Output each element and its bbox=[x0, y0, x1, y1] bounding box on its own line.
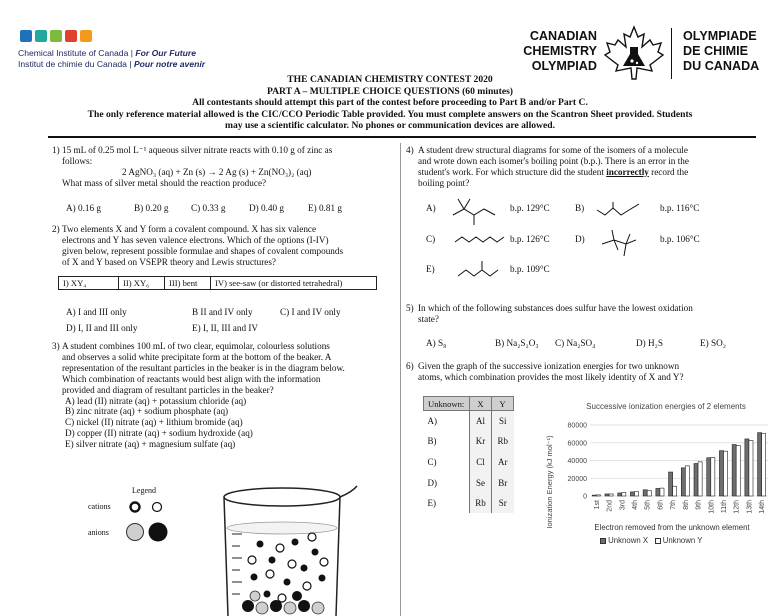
bar-y-13th bbox=[749, 441, 753, 496]
bar-y-3rd bbox=[622, 493, 626, 496]
legend-title: Legend bbox=[132, 486, 156, 495]
option-4c-bp: b.p. 126°C bbox=[510, 234, 550, 244]
formula-options-table bbox=[58, 276, 377, 290]
question-3 bbox=[52, 341, 397, 450]
option-6e-letter: E) bbox=[427, 498, 436, 509]
question-text: state? bbox=[418, 313, 439, 324]
question-number: 1) bbox=[52, 145, 60, 155]
option-3c: C) nickel (II) nitrate (aq) + lithium bromide (aq) bbox=[65, 417, 243, 428]
bar-x-6th bbox=[656, 488, 660, 496]
instructions-line: may use a scientific calculator. No phones or communication devices are allowed. bbox=[225, 120, 555, 131]
table-cell: Br bbox=[492, 472, 514, 493]
x-tick-label: 10th bbox=[708, 500, 716, 514]
logo-tile bbox=[35, 30, 47, 42]
bar-x-13th bbox=[745, 439, 749, 496]
table-cell: Ar bbox=[492, 452, 514, 473]
bar-x-1st bbox=[592, 495, 596, 496]
option-5e: E) SO₂ bbox=[700, 338, 726, 348]
bar-x-7th bbox=[669, 472, 673, 496]
question-text: In which of the following substances does sulfur have the lowest oxidation bbox=[418, 303, 693, 313]
option-5b: B) Na₂S₂O₃ bbox=[495, 338, 539, 348]
question-text: given below, represent possible formulae and shapes of covalent compounds bbox=[62, 245, 344, 256]
chart-legend bbox=[600, 536, 702, 545]
bar-y-10th bbox=[711, 458, 715, 496]
question-6 bbox=[406, 361, 756, 383]
brand-divider bbox=[671, 28, 672, 79]
question-number: 5) bbox=[406, 303, 414, 313]
bar-y-7th bbox=[673, 486, 677, 496]
x-tick-label: 1st bbox=[593, 500, 601, 510]
chart-title: Successive ionization energies of 2 elements bbox=[586, 402, 746, 411]
x-tick-label: 6th bbox=[657, 500, 665, 510]
question-text: representation of the resultant particles in the beaker is in the diagram below. bbox=[62, 362, 345, 373]
option-5d: D) H₂S bbox=[636, 338, 663, 348]
option-1d: D) 0.40 g bbox=[249, 203, 284, 213]
option-6b-letter: B) bbox=[427, 436, 437, 447]
bar-y-5th bbox=[647, 490, 651, 496]
x-tick-label: 3rd bbox=[619, 500, 627, 511]
question-number: 4) bbox=[406, 145, 414, 155]
option-4b-bp: b.p. 116°C bbox=[660, 203, 700, 213]
question-number: 3) bbox=[52, 341, 60, 351]
x-tick-label: 8th bbox=[682, 500, 690, 510]
option-4e-letter: E) bbox=[426, 264, 435, 274]
option-1c: C) 0.33 g bbox=[191, 203, 226, 213]
x-tick-label: 7th bbox=[670, 500, 678, 510]
legend-swatch-x bbox=[600, 538, 606, 544]
question-text: 15 mL of 0.25 mol L⁻¹ aqueous silver nitrate reacts with 0.10 g of zinc as bbox=[62, 145, 333, 155]
question-2 bbox=[52, 224, 397, 268]
question-text: Given the graph of the successive ionization energies for two unknown bbox=[418, 361, 680, 371]
column-divider bbox=[400, 143, 401, 616]
cation-black-icon bbox=[131, 503, 140, 512]
bar-x-9th bbox=[694, 464, 698, 496]
table-header: Unknown: bbox=[424, 397, 470, 411]
reaction-equation: 2 AgNO₃ (aq) + Zn (s) → 2 Ag (s) + Zn(NO₃)₂ (aq) bbox=[122, 166, 312, 177]
option-4a-letter: A) bbox=[426, 203, 436, 213]
question-text: Two elements X and Y form a covalent compound. X has six valence bbox=[62, 224, 317, 234]
question-text: Which combination of reactants would best align with the information bbox=[62, 373, 321, 384]
legend-cations-label: cations bbox=[88, 502, 111, 511]
bar-x-12th bbox=[732, 445, 736, 496]
table-row bbox=[424, 452, 514, 473]
question-text bbox=[418, 167, 756, 178]
bar-y-11th bbox=[724, 451, 728, 496]
question-text: electrons and Y has seven valence electrons. Which of the options (I-IV) bbox=[62, 234, 329, 245]
bar-y-14th bbox=[762, 434, 766, 496]
table-cell: Rb bbox=[492, 431, 514, 452]
option-2a: A) I and III only bbox=[66, 307, 127, 317]
table-cell: Kr bbox=[470, 431, 492, 452]
option-2d: D) I, II and III only bbox=[66, 323, 138, 333]
question-4 bbox=[406, 145, 756, 189]
y-tick-label: 20000 bbox=[567, 475, 587, 483]
option-5c: C) Na₂SO₄ bbox=[555, 338, 596, 348]
x-tick-label: 12th bbox=[733, 500, 741, 514]
logo-tile bbox=[65, 30, 77, 42]
option-1b: B) 0.20 g bbox=[134, 203, 169, 213]
cic-name-text: Chemical Institute of Canada | bbox=[18, 48, 136, 58]
question-text: follows: bbox=[62, 155, 93, 166]
option-6a-letter: A) bbox=[427, 416, 437, 427]
bar-y-2nd bbox=[609, 494, 613, 496]
y-tick-label: 0 bbox=[583, 493, 587, 501]
table-row bbox=[424, 431, 514, 452]
cic-tagline: For Our Future bbox=[135, 48, 196, 58]
logo-tile bbox=[80, 30, 92, 42]
option-1a: A) 0.16 g bbox=[66, 203, 101, 213]
y-tick-label: 80000 bbox=[567, 422, 587, 430]
table-cell: Cl bbox=[470, 452, 492, 473]
x-tick-label: 13th bbox=[746, 500, 754, 514]
x-tick-label: 14th bbox=[759, 500, 767, 514]
brand-line: CHEMISTRY bbox=[523, 44, 597, 58]
option-4d-bp: b.p. 106°C bbox=[660, 234, 700, 244]
option-3d: D) copper (II) nitrate (aq) + sodium hydroxide (aq) bbox=[65, 428, 253, 439]
question-number: 2) bbox=[52, 224, 60, 234]
table-row bbox=[424, 411, 514, 432]
question-text: and wrote down each isomer's boiling point (b.p.). There is an error in the bbox=[418, 155, 689, 166]
instructions-line: All contestants should attempt this part of the contest before proceeding to Part B and/or Part C. bbox=[192, 97, 588, 108]
x-tick-label: 5th bbox=[644, 500, 652, 510]
anion-black-icon bbox=[149, 523, 168, 542]
question-text: atoms, which combination provides the most likely identity of X and Y? bbox=[418, 371, 684, 382]
option-4e-bp: b.p. 109°C bbox=[510, 264, 550, 274]
header-divider bbox=[48, 136, 756, 138]
option-4a-bp: b.p. 129°C bbox=[510, 203, 550, 213]
bar-x-2nd bbox=[605, 494, 609, 496]
isomer-d-structure bbox=[598, 228, 638, 260]
table-cell: I) XY₄ bbox=[59, 277, 119, 290]
option-4b-letter: B) bbox=[575, 203, 585, 213]
chart-y-axis-label: Ionization Energy (kJ mol⁻¹) bbox=[545, 435, 554, 529]
table-cell: IV) see-saw (or distorted tetrahedral) bbox=[211, 277, 377, 290]
option-4c-letter: C) bbox=[426, 234, 436, 244]
x-tick-label: 9th bbox=[695, 500, 703, 510]
brand-line: DU CANADA bbox=[683, 59, 760, 73]
cic-tagline: Pour notre avenir bbox=[133, 59, 206, 69]
y-tick-label: 40000 bbox=[567, 458, 587, 465]
legend-label-y: Unknown Y bbox=[662, 536, 703, 545]
cic-logo bbox=[20, 30, 92, 42]
cic-name-french bbox=[18, 59, 205, 69]
table-row bbox=[424, 493, 514, 514]
brand-line: OLYMPIADE bbox=[683, 29, 757, 43]
table-cell: Al bbox=[470, 411, 492, 432]
x-tick-label: 4th bbox=[632, 500, 639, 510]
question-text-part: record the bbox=[648, 166, 689, 177]
x-tick-label: 2nd bbox=[606, 500, 614, 512]
brand-line: DE CHIMIE bbox=[683, 44, 749, 58]
question-text: A student combines 100 mL of two clear, equimolar, colourless solutions bbox=[62, 341, 330, 351]
question-text: boiling point? bbox=[418, 177, 470, 188]
bar-y-6th bbox=[660, 488, 664, 496]
table-header: Y bbox=[492, 397, 514, 411]
table-cell: Se bbox=[470, 472, 492, 493]
isomer-a-structure bbox=[450, 195, 500, 227]
instructions-line: The only reference material allowed is the CIC/CCO Periodic Table provided. You must complete answers on the Scantron Sheet provided. Students bbox=[87, 108, 693, 120]
question-1 bbox=[52, 145, 392, 189]
question-text: What mass of silver metal should the reaction produce? bbox=[62, 177, 267, 188]
question-text: A student drew structural diagrams for some of the isomers of a molecule bbox=[418, 145, 688, 155]
contest-title: THE CANADIAN CHEMISTRY CONTEST 2020 bbox=[287, 74, 493, 85]
isomer-e-structure bbox=[455, 258, 505, 284]
logo-tile bbox=[20, 30, 32, 42]
part-title: PART A – MULTIPLE CHOICE QUESTIONS (60 minutes) bbox=[266, 85, 514, 97]
option-5a: A) S₈ bbox=[426, 338, 447, 348]
bar-x-11th bbox=[719, 451, 723, 496]
bar-x-14th bbox=[758, 433, 762, 496]
option-2e: E) I, II, III and IV bbox=[192, 323, 259, 333]
bar-y-9th bbox=[698, 462, 702, 496]
bar-y-4th bbox=[635, 492, 639, 496]
emphasis-word: incorrectly bbox=[606, 166, 649, 177]
maple-leaf-flask-icon bbox=[603, 25, 665, 81]
bar-y-8th bbox=[685, 466, 689, 496]
table-cell: Rb bbox=[470, 493, 492, 514]
table-cell: Si bbox=[492, 411, 514, 432]
cic-name-english bbox=[18, 48, 196, 58]
question-5 bbox=[406, 303, 756, 325]
cco-brand-french bbox=[683, 29, 778, 74]
bar-x-8th bbox=[681, 468, 685, 496]
x-tick-label: 11th bbox=[721, 500, 728, 514]
option-2b: B II and IV only bbox=[192, 307, 253, 317]
legend-anions-label: anions bbox=[88, 528, 109, 537]
bar-y-12th bbox=[736, 446, 740, 496]
question-number: 6) bbox=[406, 361, 414, 371]
particle-legend-icons bbox=[120, 495, 175, 545]
anion-grey-icon bbox=[127, 524, 144, 541]
bar-x-10th bbox=[707, 458, 711, 496]
cation-white-icon bbox=[153, 503, 162, 512]
option-3b: B) zinc nitrate (aq) + sodium phosphate (aq) bbox=[65, 406, 229, 417]
option-6c-letter: C) bbox=[427, 456, 437, 467]
option-3a: A) lead (II) nitrate (aq) + potassium chloride (aq) bbox=[65, 395, 247, 406]
logo-tile bbox=[50, 30, 62, 42]
bar-x-4th bbox=[630, 492, 634, 496]
legend-label-x: Unknown X bbox=[608, 536, 649, 545]
cic-name-text: Institut de chimie du Canada | bbox=[18, 59, 134, 69]
table-cell: Sr bbox=[492, 493, 514, 514]
question-text: and observes a solid white precipitate form at the bottom of the beaker. A bbox=[62, 351, 332, 362]
y-tick-label: 60000 bbox=[567, 440, 587, 448]
chart-x-axis-label: Electron removed from the unknown element bbox=[594, 523, 750, 532]
question-text: provided and diagram of resultant particles in the beaker? bbox=[62, 384, 274, 395]
table-cell: II) XY₆ bbox=[119, 277, 165, 290]
table-header: X bbox=[470, 397, 492, 411]
bar-x-3rd bbox=[618, 493, 622, 496]
bar-y-1st bbox=[596, 495, 600, 496]
question-text-part: student's work. For which structure did the student bbox=[418, 166, 607, 177]
identity-options-table bbox=[423, 396, 514, 513]
question-text: of X and Y based on VSEPR theory and Lewis structures? bbox=[62, 256, 276, 267]
option-3e: E) silver nitrate (aq) + magnesium sulfate (aq) bbox=[65, 439, 236, 450]
option-2c: C) I and IV only bbox=[280, 307, 341, 317]
table-cell: III) bent bbox=[165, 277, 211, 290]
brand-line: OLYMPIAD bbox=[531, 59, 597, 73]
brand-line: CANADIAN bbox=[529, 29, 597, 43]
cco-brand-english bbox=[522, 29, 597, 74]
isomer-b-structure bbox=[595, 200, 645, 220]
option-4d-letter: D) bbox=[575, 234, 585, 244]
table-row bbox=[424, 472, 514, 493]
legend-swatch-y bbox=[655, 538, 661, 544]
beaker-diagram bbox=[212, 482, 362, 616]
bar-x-5th bbox=[643, 490, 647, 496]
option-6d-letter: D) bbox=[427, 477, 437, 488]
isomer-c-structure bbox=[453, 232, 508, 248]
option-1e: E) 0.81 g bbox=[308, 203, 342, 213]
